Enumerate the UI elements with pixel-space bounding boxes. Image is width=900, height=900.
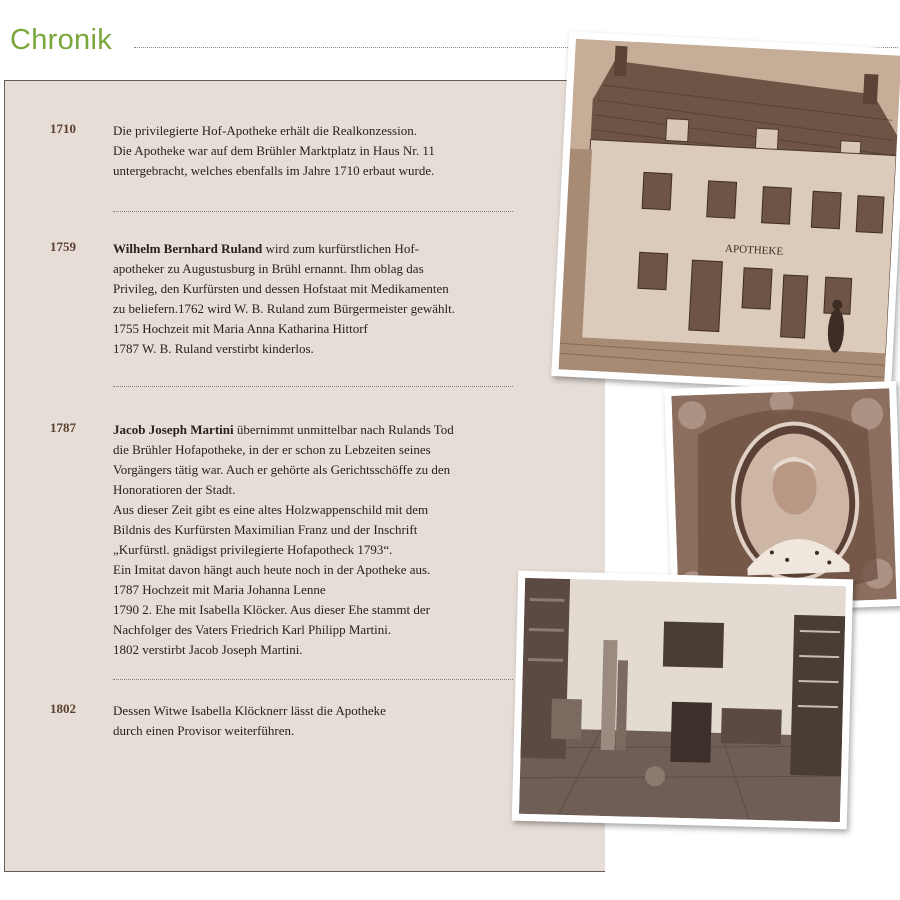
entry-body: Dessen Witwe Isabella Klöcknerr lässt die Apotheke durch einen Provisor weiterführen. [113,703,386,738]
entry-year: 1787 [50,420,76,435]
entry-lead: Jacob Joseph Martini [113,422,234,437]
entry-separator [113,211,513,212]
entry-year: 1759 [50,239,76,254]
entry-text [113,701,513,741]
entry-body: Die privilegierte Hof-Apotheke erhält die Realkonzession. Die Apotheke war auf dem Brühler Marktplatz in Haus Nr. 11 untergebracht, welches ebenfalls im Jahre 1710 erbaut wurde. [113,123,435,178]
entry-text [113,420,513,660]
entry-year: 1802 [50,701,76,716]
building-photo [551,31,900,393]
entry-separator [113,679,513,680]
building-sign: APOTHEKE [724,242,784,258]
pharmacy-interior-image [519,578,846,822]
entry-body: wird zum kurfürstlichen Hof- apotheker zu Augustusburg in Brühl ernannt. Ihm oblag das Privileg, den Kurfürsten und dessen Hofstaat mit Medikamenten zu beliefern.1762 wird W. B. Ruland zum Bürgermeister gewählt. 1755 Hochzeit mit Maria Anna Katharina Hittorf 1787 W. B. Ruland verstirbt kinderlos. [113,241,456,356]
building-engraving-image [559,39,900,387]
entry-lead: Wilhelm Bernhard Ruland [113,241,263,256]
entry-text [113,239,513,359]
entry-body: übernimmt unmittelbar nach Rulands Tod die Brühler Hofapotheke, in der er schon zu Lebzeiten seines Vorgängers tätig war. Auch er gehörte als Gerichtsschöffe zu den Honoratioren der Stadt. Aus dieser Zeit gibt es eine altes Holzwappenschild mit dem Bildnis des Kurfürsten Maximilian Franz und der Inschrift „Kurfürstl. gnädigst privilegierte Hofapotheck 1793“. Ein Imitat davon hängt auch heute noch in der Apotheke aus. 1787 Hochzeit mit Maria Johanna Lenne 1790 2. Ehe mit Isabella Klöcker. Aus dieser Ehe stammt der Nachfolger des Vaters Friedrich Karl Philipp Martini. 1802 verstirbt Jacob Joseph Martini. [113,422,454,657]
entry-text [113,121,513,181]
page-title: Chronik [10,24,113,56]
portrait-image [671,388,896,606]
entry-separator [113,386,513,387]
entry-year: 1710 [50,121,76,136]
interior-photo [512,571,853,830]
